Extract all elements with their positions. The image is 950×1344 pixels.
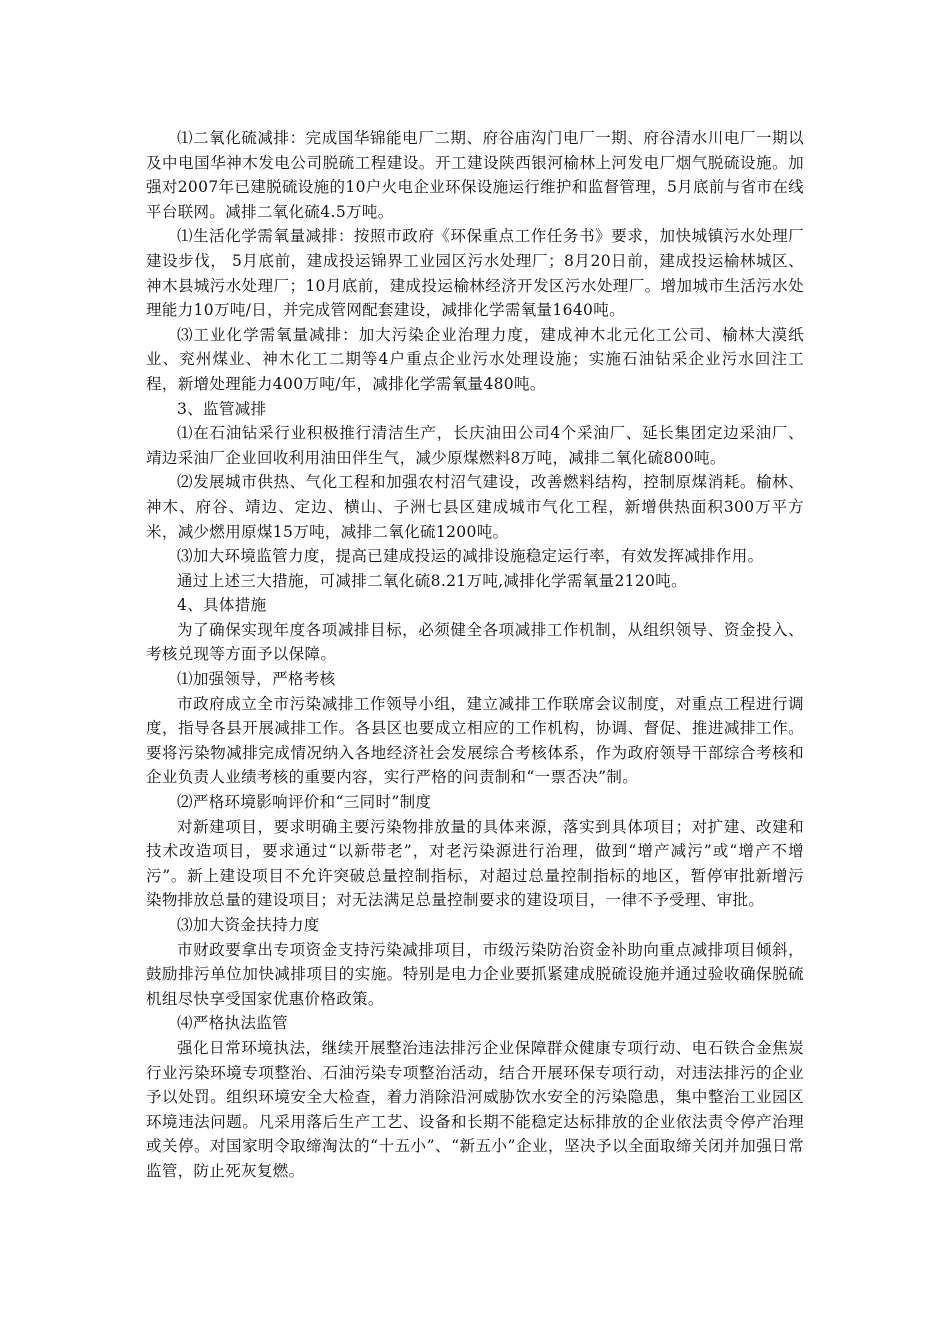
paragraph-urban-heating: ⑵发展城市供热、气化工程和加强农村沼气建设，改善燃料结构，控制原煤消耗。榆林、神木、府谷、靖边、定边、横山、子洲七县区建成城市气化工程，新增供热面积300万平方米，减少燃用原煤15万吨，减排二氧化硫1200吨。: [146, 473, 804, 541]
subheading-leadership: ⑴加强领导，严格考核: [177, 670, 336, 689]
paragraph-enforcement: 强化日常环境执法，继续开展整治违法排污企业保障群众健康专项行动、电石铁合金焦炭行业污染环境专项整治、石油污染专项整治活动，结合开展环保专项行动，对违法排污的企业予以处罚。组织环境安全大检查，着力消除沿河威胁饮水安全的污染隐患，集中整治工业园区环境违法问题。凡采用落后生产工艺、设备和长期不能稳定达标排放的企业依法责令停产治理或关停。对国家明令取缔淘汰的“十五小”、“新五小”企业，坚决予以全面取缔关闭并加强日常监管，防止死灰复燃。: [146, 1038, 804, 1180]
section-heading-supervision-reduction: 3、监管减排: [177, 399, 267, 418]
paragraph-environment-supervision: ⑶加大环境监管力度，提高已建成投运的减排设施稳定运行率，有效发挥减排作用。: [177, 547, 764, 566]
paragraph-domestic-cod-reduction: ⑴生活化学需氧量减排：按照市政府《环保重点工作任务书》要求，加快城镇污水处理厂建设步伐， 5月底前，建成投运锦界工业园区污水处理厂；8月20日前，建成投运榆林城区、神木县城污水处理厂；10月底前，建成投运榆林经济开发区污水处理厂。增加城市生活污水处理能力10万吨/日，并完成管网配套建设，减排化学需氧量1640吨。: [146, 227, 804, 320]
paragraph-funding: 市财政要拿出专项资金支持污染减排项目，市级污染防治资金补助向重点减排项目倾斜，鼓励排污单位加快减排项目的实施。特别是电力企业要抓紧建成脱硫设施并通过验收确保脱硫机组尽快享受国家优惠价格政策。: [146, 940, 804, 1008]
document-body: [146, 126, 804, 1184]
paragraph-so2-reduction: ⑴二氧化硫减排：完成国华锦能电厂二期、府谷庙沟门电厂一期、府谷清水川电厂一期以及中电国华神木发电公司脱硫工程建设。开工建设陕西银河榆林上河发电厂烟气脱硫设施。加强对2007年已建脱硫设施的10户火电企业环保设施运行维护和监督管理，5月底前与省市在线平台联网。减排二氧化硫4.5万吨。: [146, 129, 804, 221]
paragraph-eia-system: 对新建项目，要求明确主要污染物排放量的具体来源，落实到具体项目；对扩建、改建和技术改造项目，要求通过“以新带老”，对老污染源进行治理，做到“增产减污”或“增产不增污”。新上建设项目不允许突破总量控制指标，对超过总量控制指标的地区，暂停审批新增污染物排放总量的建设项目；对无法满足总量控制要求的建设项目，一律不予受理、审批。: [146, 817, 804, 910]
paragraph-measures-intro: 为了确保实现年度各项减排目标，必须健全各项减排工作机制，从组织领导、资金投入、考核兑现等方面予以保障。: [146, 620, 804, 664]
paragraph-oil-drilling: ⑴在石油钻采行业积极推行清洁生产，长庆油田公司4个采油厂、延长集团定边采油厂、靖边采油厂企业回收利用油田伴生气，减少原煤燃料8万吨，减排二氧化硫800吨。: [146, 424, 804, 467]
subheading-enforcement: ⑷严格执法监管: [177, 1014, 288, 1033]
paragraph-leadership: 市政府成立全市污染减排工作领导小组，建立减排工作联席会议制度，对重点工程进行调度，指导各县开展减排工作。各县区也要成立相应的工作机构，协调、督促、推进减排工作。要将污染物减排完成情况纳入各地经济社会发展综合考核体系，作为政府领导干部综合考核和企业负责人业绩考核的重要内容，实行严格的问责制和“一票否决”制。: [146, 694, 804, 787]
section-heading-specific-measures: 4、具体措施: [177, 596, 267, 615]
paragraph-summary-totals: 通过上述三大措施，可减排二氧化硫8.21万吨,减排化学需氧量2120吨。: [177, 571, 687, 590]
subheading-eia-system: ⑵严格环境影响评价和“三同时”制度: [177, 793, 432, 812]
paragraph-industrial-cod-reduction: ⑶工业化学需氧量减排：加大污染企业治理力度，建成神木北元化工公司、榆林大漠纸业、兖州煤业、神木化工二期等4户重点企业污水处理设施；实施石油钻采企业污水回注工程，新增处理能力400万吨/年，减排化学需氧量480吨。: [146, 325, 804, 393]
subheading-funding: ⑶加大资金扶持力度: [177, 916, 320, 934]
